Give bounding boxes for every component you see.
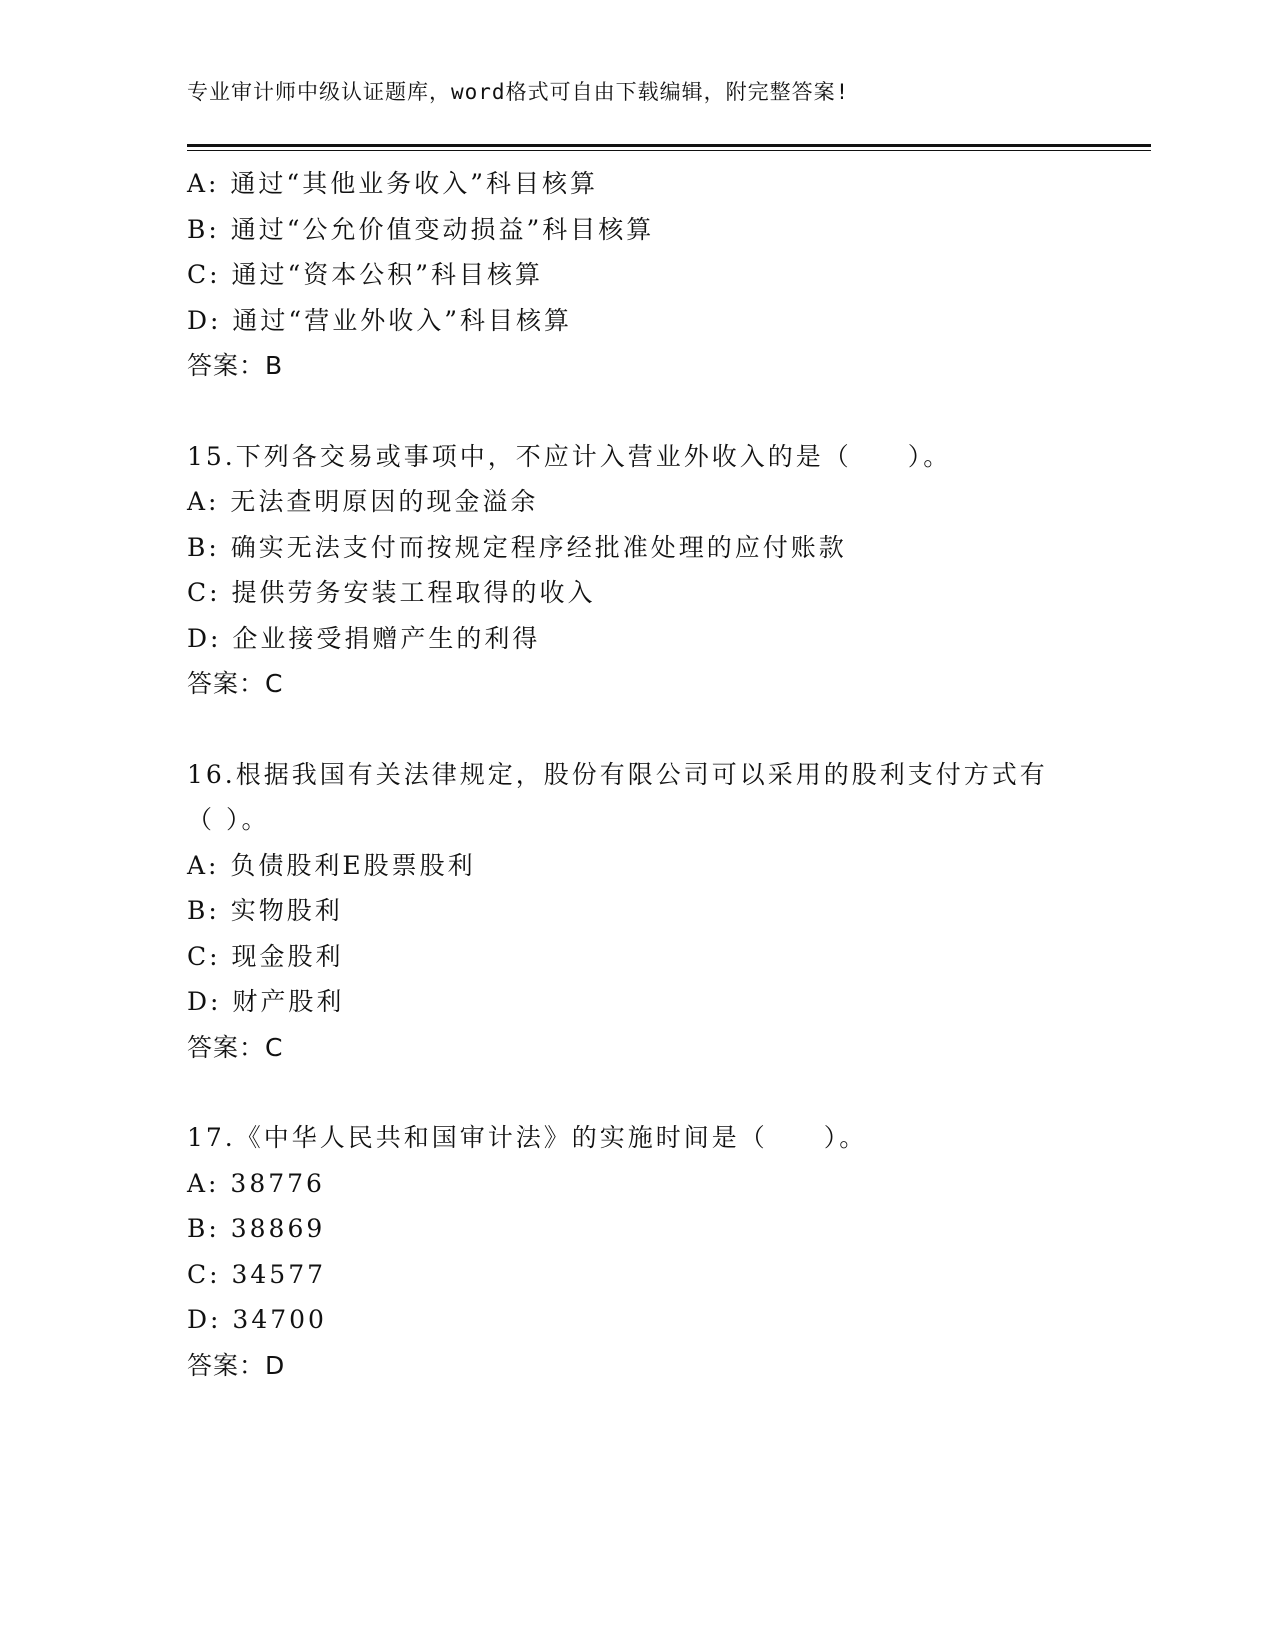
option-b: B: 38869 <box>187 1214 326 1243</box>
question-stem: 17.《中华人民共和国审计法》的实施时间是（ ）。 <box>187 1123 868 1152</box>
question-spacer <box>187 707 1087 752</box>
option-c: C: 34577 <box>187 1259 327 1289</box>
question-17 <box>187 1115 1087 1388</box>
question-content <box>187 161 1087 1388</box>
option-c: C: 提供劳务安装工程取得的收入 <box>187 578 596 607</box>
page-header: 专业审计师中级认证题库，word格式可自由下载编辑，附完整答案! <box>187 80 850 104</box>
question-spacer <box>187 1070 1087 1115</box>
option-c: C: 现金股利 <box>187 941 344 971</box>
question-spacer <box>187 389 1087 434</box>
previous-question-options <box>187 161 1087 389</box>
answer-line: 答案：B <box>187 351 284 380</box>
answer-line: 答案：C <box>187 669 284 698</box>
question-stem-line-2: （ ）。 <box>187 805 270 834</box>
question-15 <box>187 434 1087 707</box>
option-d: D: 34700 <box>187 1305 327 1334</box>
header-rule-thin <box>187 150 1151 151</box>
option-d: D: 通过“营业外收入”科目核算 <box>187 305 572 335</box>
header-rule-thick <box>187 144 1151 147</box>
option-a: A: 38776 <box>187 1168 325 1198</box>
option-c: C: 通过“资本公积”科目核算 <box>187 260 544 289</box>
option-b: B: 实物股利 <box>187 896 343 925</box>
option-d: D: 企业接受捐赠产生的利得 <box>187 623 541 653</box>
option-a: A: 通过“其他业务收入”科目核算 <box>187 169 598 198</box>
option-d: D: 财产股利 <box>187 987 345 1016</box>
option-a: A: 无法查明原因的现金溢余 <box>187 487 539 516</box>
option-b: B: 确实无法支付而按规定程序经批准处理的应付账款 <box>187 532 847 562</box>
option-b: B: 通过“公允价值变动损益”科目核算 <box>187 214 655 244</box>
question-stem-line-1: 16.根据我国有关法律规定，股份有限公司可以采用的股利支付方式有 <box>187 759 1048 789</box>
answer-line: 答案：D <box>187 1350 286 1380</box>
question-stem: 15.下列各交易或事项中，不应计入营业外收入的是（ ）。 <box>187 441 952 471</box>
answer-line: 答案：C <box>187 1032 284 1062</box>
question-16 <box>187 752 1087 1071</box>
option-a: A: 负债股利E股票股利 <box>187 850 476 880</box>
